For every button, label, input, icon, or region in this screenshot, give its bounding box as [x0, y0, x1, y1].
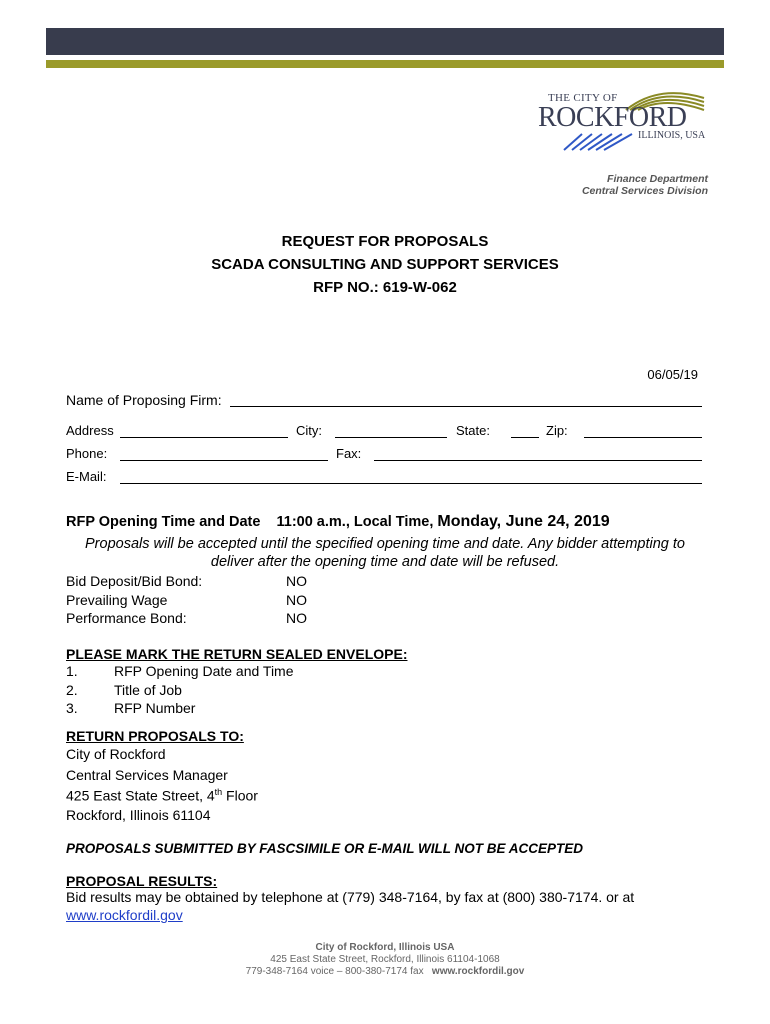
return-line-3: [66, 787, 258, 804]
req-performance-bond-label: Performance Bond:: [66, 610, 187, 626]
rockford-wave-icon: [562, 132, 642, 152]
envelope-item-3-text: RFP Number: [114, 700, 196, 716]
opening-note-line2: deliver after the opening time and date will be refused.: [210, 554, 560, 570]
return-line-4: Rockford, Illinois 61104: [66, 807, 211, 823]
footer-line-1: City of Rockford, Illinois USA: [315, 942, 455, 953]
address-label: Address: [66, 423, 114, 438]
opening-time: 11:00 a.m., Local Time,: [276, 514, 434, 530]
envelope-item-1-text: RFP Opening Date and Time: [114, 663, 294, 679]
opening-date: Monday, June 24, 2019: [437, 513, 610, 530]
opening-time-row: [66, 513, 610, 531]
fax-label: Fax:: [336, 446, 362, 461]
return-line-3-sup: th: [214, 787, 223, 797]
email-label: E-Mail:: [66, 469, 107, 484]
req-prevailing-wage-value: NO: [286, 592, 307, 608]
state-field[interactable]: [511, 437, 539, 438]
city-label: City:: [296, 423, 322, 438]
results-link[interactable]: www.rockfordil.gov: [66, 907, 183, 923]
results-text: Bid results may be obtained by telephone at (779) 348-7164, by fax at (800) 380-7174. or at: [66, 889, 635, 905]
logo-the-city-of: THE CITY OF: [548, 92, 618, 104]
header-olive-bar: [46, 60, 724, 68]
title-rfp-number: RFP NO.: 619-W-062: [313, 279, 457, 296]
return-heading: RETURN PROPOSALS TO:: [66, 728, 244, 744]
state-label: State:: [456, 423, 490, 438]
req-performance-bond-value: NO: [286, 610, 307, 626]
title-scada-services: SCADA CONSULTING AND SUPPORT SERVICES: [211, 256, 559, 273]
zip-field[interactable]: [584, 437, 702, 438]
results-heading: PROPOSAL RESULTS:: [66, 873, 218, 889]
title-request-for-proposals: REQUEST FOR PROPOSALS: [281, 233, 489, 250]
zip-label: Zip:: [546, 423, 568, 438]
phone-label: Phone:: [66, 446, 108, 461]
fax-field[interactable]: [374, 460, 702, 461]
firm-name-field[interactable]: [230, 406, 702, 407]
footer-line-2: 425 East State Street, Rockford, Illinois 61104-1068: [270, 954, 500, 965]
email-field[interactable]: [120, 483, 702, 484]
header-dark-bar: [46, 28, 724, 55]
envelope-item-2-text: Title of Job: [114, 682, 182, 698]
envelope-item-1-num: 1.: [66, 663, 78, 679]
phone-field[interactable]: [120, 460, 328, 461]
city-of-rockford-logo: [538, 80, 710, 150]
logo-rockford: ROCKFORD: [538, 102, 687, 133]
return-line-3-post: Floor: [222, 787, 258, 804]
logo-illinois: ILLINOIS, USA: [638, 130, 706, 141]
footer-line-3: [0, 966, 770, 977]
opening-label: RFP Opening Time and Date: [66, 514, 261, 530]
finance-department: Finance Department: [607, 173, 708, 185]
envelope-item-2-num: 2.: [66, 682, 78, 698]
envelope-heading: PLEASE MARK THE RETURN SEALED ENVELOPE:: [66, 646, 408, 662]
footer-url[interactable]: www.rockfordil.gov: [431, 966, 525, 977]
return-line-3-pre: 425 East State Street, 4: [66, 787, 215, 804]
envelope-item-3-num: 3.: [66, 700, 78, 716]
document-date: 06/05/19: [647, 367, 698, 382]
req-prevailing-wage-label: Prevailing Wage: [66, 592, 168, 608]
address-field[interactable]: [120, 437, 288, 438]
req-bid-deposit-label: Bid Deposit/Bid Bond:: [66, 573, 203, 589]
city-field[interactable]: [335, 437, 447, 438]
central-services-division: Central Services Division: [581, 185, 708, 197]
footer-contact: 779-348-7164 voice – 800-380-7174 fax: [245, 966, 424, 977]
opening-note-line1: Proposals will be accepted until the specified opening time and date. Any bidder attempting to: [85, 536, 685, 552]
return-line-2: Central Services Manager: [66, 767, 228, 783]
return-line-1: City of Rockford: [66, 746, 166, 762]
firm-name-label: Name of Proposing Firm:: [66, 392, 222, 408]
req-bid-deposit-value: NO: [286, 573, 307, 589]
fax-email-notice: PROPOSALS SUBMITTED BY FASCSIMILE OR E-MAIL WILL NOT BE ACCEPTED: [66, 841, 584, 856]
